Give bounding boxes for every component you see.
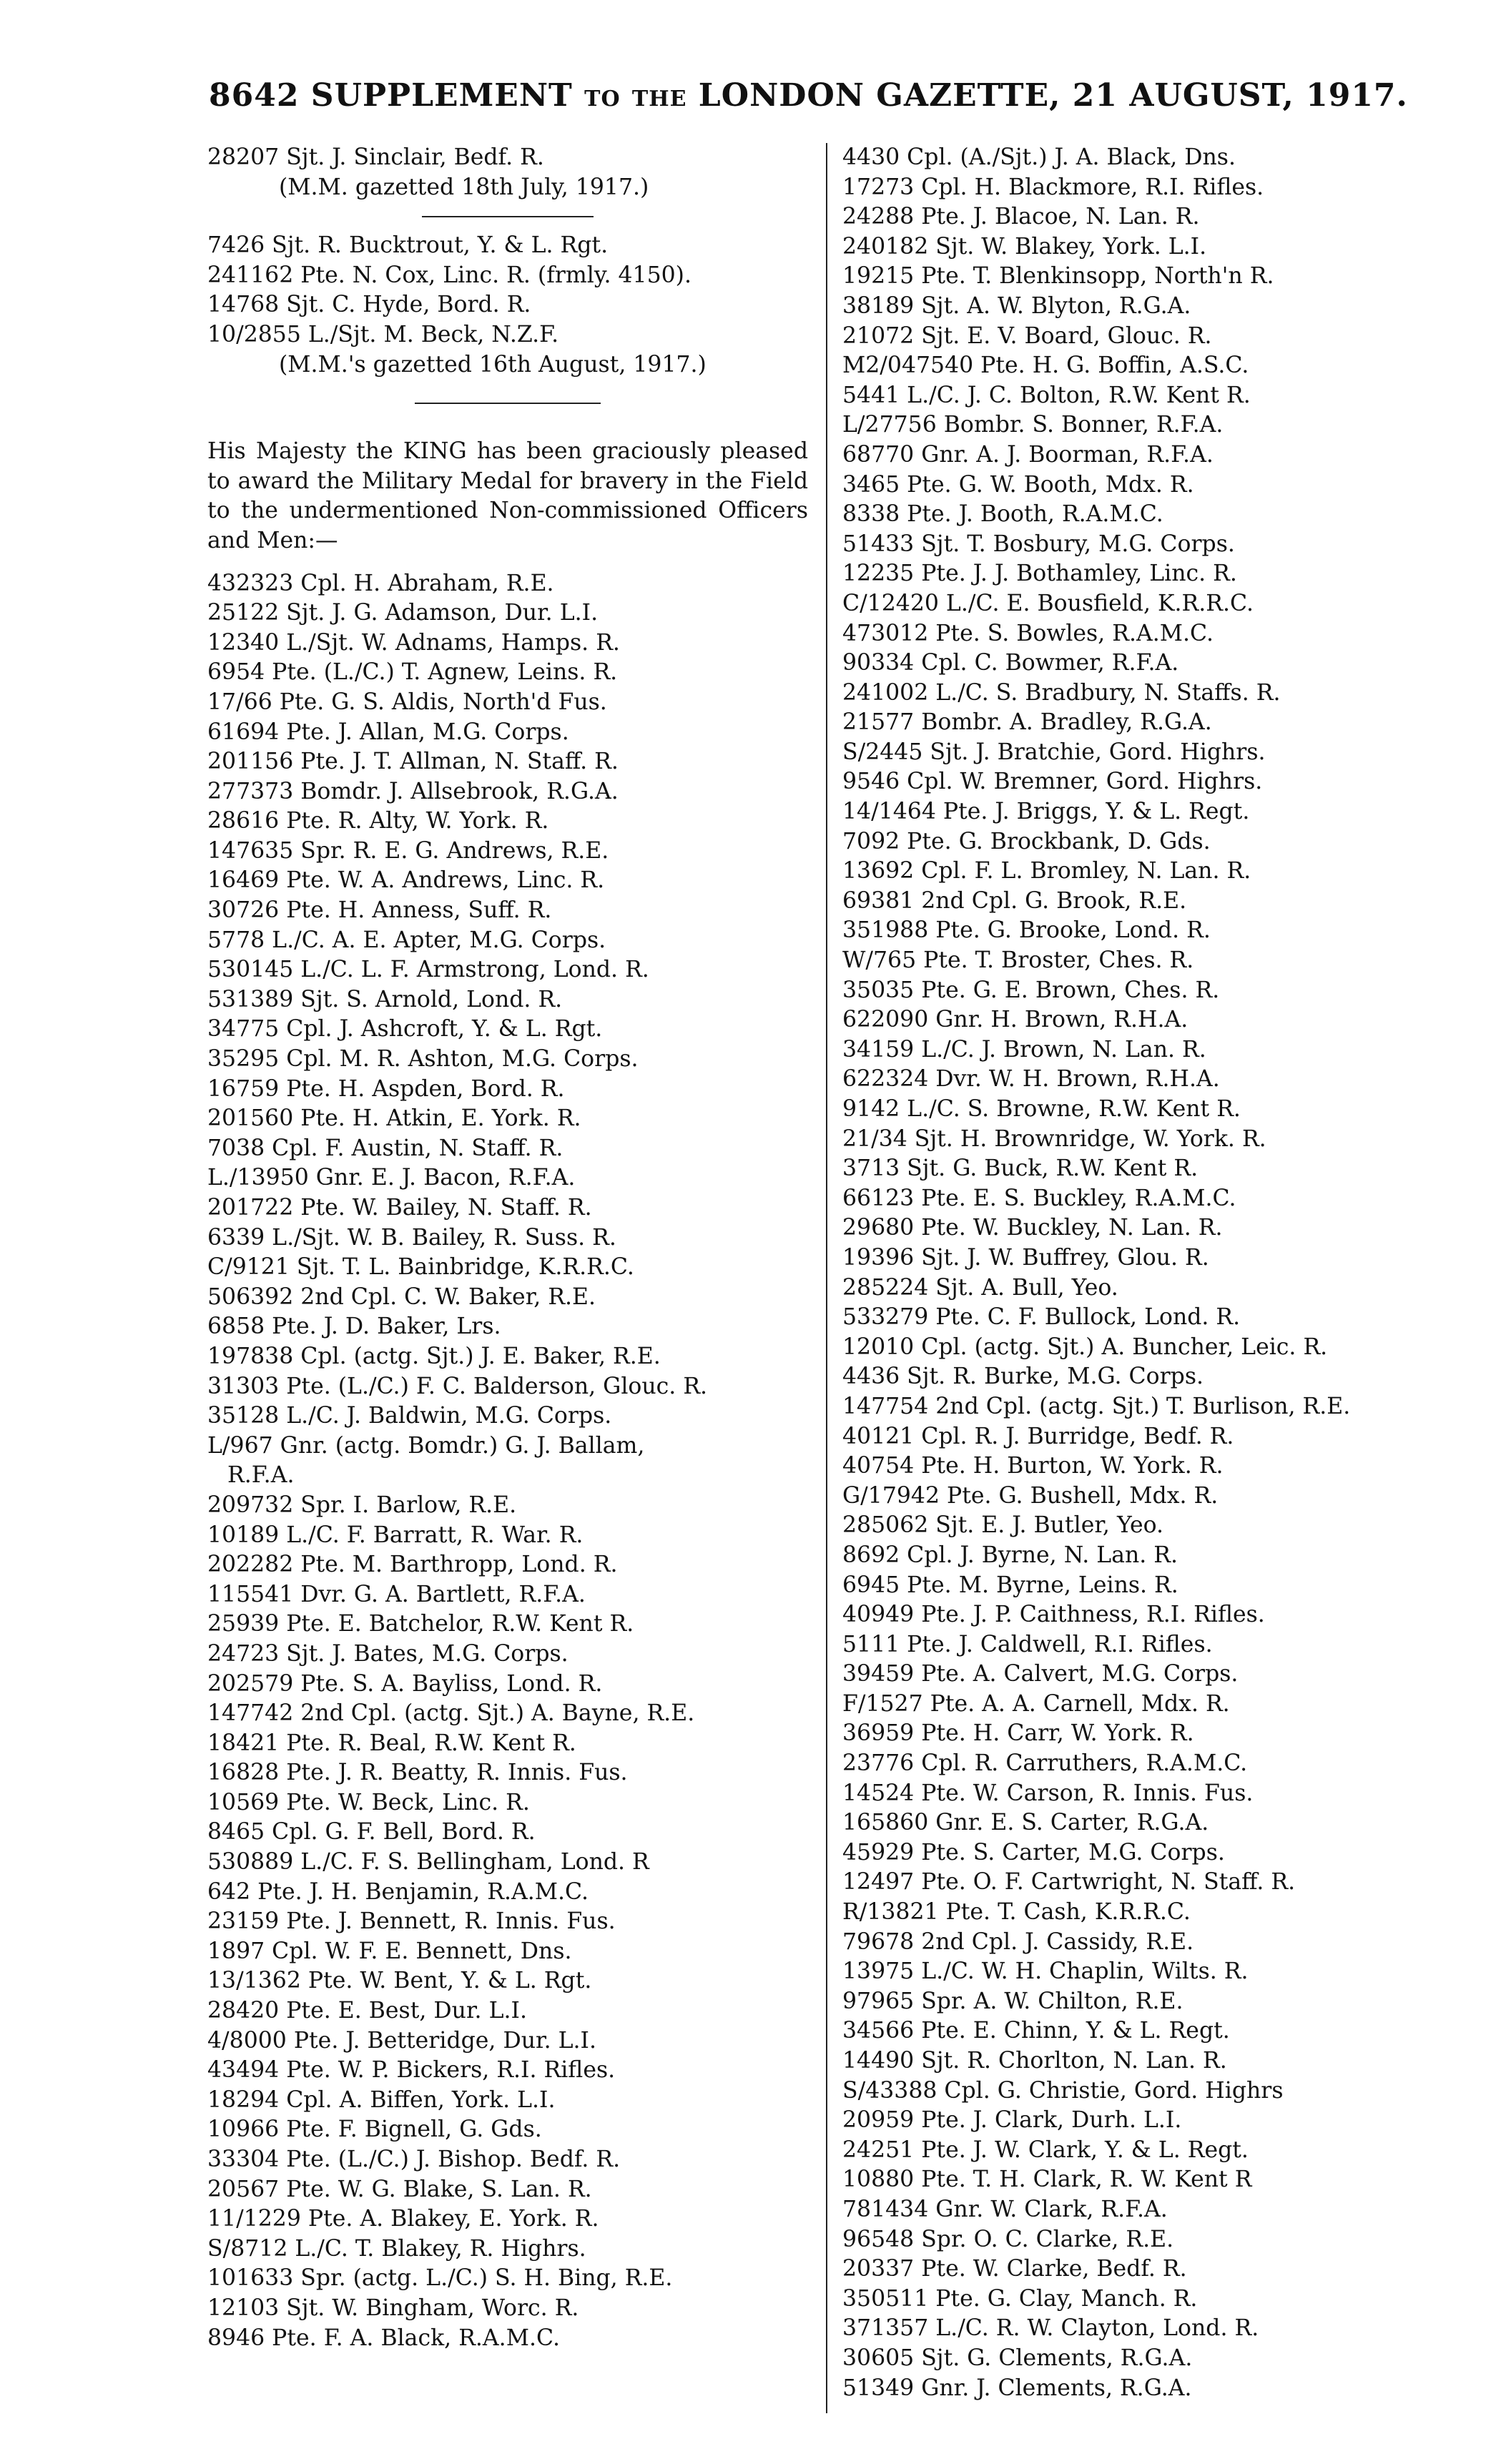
list-item: 14/1464 Pte. J. Briggs, Y. & L. Regt. [842, 799, 1250, 825]
list-item: F/1527 Pte. A. A. Carnell, Mdx. R. [842, 1690, 1230, 1717]
divider-1 [207, 202, 815, 231]
list-item: 34159 L./C. J. Brown, N. Lan. R. [842, 1036, 1206, 1063]
left-block-2 [207, 231, 815, 350]
list-item: 5111 Pte. J. Caldwell, R.I. Rifles. [842, 1631, 1213, 1657]
title-main: LONDON GAZETTE, 21 AUGUST, 1917. [698, 77, 1408, 114]
list-item: 21072 Sjt. E. V. Board, Glouc. R. [842, 322, 1212, 349]
list-item: 20567 Pte. W. G. Blake, S. Lan. R. [207, 2176, 592, 2202]
list-item: 61694 Pte. J. Allan, M.G. Corps. [207, 719, 569, 745]
list-item: 12497 Pte. O. F. Cartwright, N. Staff. R. [842, 1869, 1296, 1896]
list-item: 622324 Dvr. W. H. Brown, R.H.A. [842, 1066, 1220, 1093]
list-item: 147742 2nd Cpl. (actg. Sjt.) A. Bayne, R.E. [207, 1700, 695, 1727]
list-item: 12235 Pte. J. J. Bothamley, Linc. R. [842, 561, 1237, 587]
list-item: 115541 Dvr. G. A. Bartlett, R.F.A. [207, 1581, 586, 1607]
list-item: 530145 L./C. L. F. Armstrong, Lond. R. [207, 957, 649, 983]
list-item: 68770 Gnr. A. J. Boorman, R.F.A. [842, 441, 1214, 468]
list-item: 23776 Cpl. R. Carruthers, R.A.M.C. [842, 1750, 1248, 1777]
names-list-b [207, 1491, 815, 2353]
list-item: 30605 Sjt. G. Clements, R.G.A. [842, 2345, 1193, 2371]
list-item: 6858 Pte. J. D. Baker, Lrs. [207, 1314, 501, 1340]
list-item: 9142 L./C. S. Browne, R.W. Kent R. [842, 1096, 1241, 1122]
list-item: 21/34 Sjt. H. Brownridge, W. York. R. [842, 1125, 1266, 1152]
list-item: 10966 Pte. F. Bignell, G. Gds. [207, 2116, 542, 2143]
list-item: 66123 Pte. E. S. Buckley, R.A.M.C. [842, 1185, 1236, 1211]
list-item: 432323 Cpl. H. Abraham, R.E. [207, 570, 554, 596]
list-item: 285062 Sjt. E. J. Butler, Yeo. [842, 1512, 1164, 1539]
list-item: 622090 Gnr. H. Brown, R.H.A. [842, 1007, 1188, 1033]
list-item: 35035 Pte. G. E. Brown, Ches. R. [842, 977, 1220, 1003]
list-item: 40949 Pte. J. P. Caithness, R.I. Rifles. [842, 1602, 1265, 1628]
names-continuation: R.F.A. [227, 1462, 295, 1489]
list-item: S/8712 L./C. T. Blakey, R. Highrs. [207, 2235, 586, 2262]
list-item: 43494 Pte. W. P. Bickers, R.I. Rifles. [207, 2057, 616, 2084]
list-item: 197838 Cpl. (actg. Sjt.) J. E. Baker, R.E. [207, 1343, 661, 1369]
list-item: 39459 Pte. A. Calvert, M.G. Corps. [842, 1661, 1239, 1687]
list-item: 12010 Cpl. (actg. Sjt.) A. Buncher, Leic. R. [842, 1334, 1328, 1360]
list-item: 1897 Cpl. W. F. E. Bennett, Dns. [207, 1938, 572, 1964]
list-item: 506392 2nd Cpl. C. W. Baker, R.E. [207, 1283, 596, 1310]
list-item: 8946 Pte. F. A. Black, R.A.M.C. [207, 2325, 560, 2351]
list-item: 14768 Sjt. C. Hyde, Bord. R. [207, 292, 531, 318]
list-item: 5441 L./C. J. C. Bolton, R.W. Kent R. [842, 382, 1251, 408]
list-item: 241162 Pte. N. Cox, Linc. R. (frmly. 4150). [207, 262, 691, 288]
list-item: 3465 Pte. G. W. Booth, Mdx. R. [842, 471, 1194, 498]
list-item: 209732 Spr. I. Barlow, R.E. [207, 1492, 517, 1518]
list-item: 10189 L./C. F. Barratt, R. War. R. [207, 1522, 584, 1548]
list-item: 25122 Sjt. J. G. Adamson, Dur. L.I. [207, 600, 599, 626]
list-item: 16759 Pte. H. Aspden, Bord. R. [207, 1075, 565, 1102]
names-list-right [842, 143, 1472, 2403]
list-item: L./13950 Gnr. E. J. Bacon, R.F.A. [207, 1165, 576, 1191]
list-item: 33304 Pte. (L./C.) J. Bishop. Bedf. R. [207, 2147, 621, 2172]
list-item: 40754 Pte. H. Burton, W. York. R. [842, 1453, 1224, 1479]
title-to: TO [584, 87, 621, 112]
list-item: 9546 Cpl. W. Bremner, Gord. Highrs. [842, 769, 1263, 795]
list-item: 17/66 Pte. G. S. Aldis, North'd Fus. [207, 689, 607, 715]
award-intro-paragraph: His Majesty the KING has been graciously pleased to award the Military Medal for bravery in the Field to the undermentioned Non-commissioned Officers and Men:— [207, 438, 808, 553]
list-item: M2/047540 Pte. H. G. Boffin, A.S.C. [842, 353, 1249, 379]
list-item: 51433 Sjt. T. Bosbury, M.G. Corps. [842, 531, 1235, 557]
list-item: 240182 Sjt. W. Blakey, York. L.I. [842, 233, 1207, 260]
list-item: 51349 Gnr. J. Clements, R.G.A. [842, 2375, 1192, 2401]
list-item: 7092 Pte. G. Brockbank, D. Gds. [842, 828, 1211, 854]
list-item: 642 Pte. J. H. Benjamin, R.A.M.C. [207, 1878, 589, 1905]
list-item: 18294 Cpl. A. Biffen, York. L.I. [207, 2086, 556, 2113]
list-item: 16469 Pte. W. A. Andrews, Linc. R. [207, 867, 605, 894]
list-item: 4436 Sjt. R. Burke, M.G. Corps. [842, 1364, 1204, 1390]
list-item: 6954 Pte. (L./C.) T. Agnew, Leins. R. [207, 659, 618, 686]
list-item: 351988 Pte. G. Brooke, Lond. R. [842, 917, 1211, 944]
list-item: 473012 Pte. S. Bowles, R.A.M.C. [842, 620, 1214, 646]
list-item: 23159 Pte. J. Bennett, R. Innis. Fus. [207, 1908, 616, 1935]
list-item: G/17942 Pte. G. Bushell, Mdx. R. [842, 1482, 1219, 1509]
list-item: 34566 Pte. E. Chinn, Y. & L. Regt. [842, 2018, 1230, 2044]
list-item: 38189 Sjt. A. W. Blyton, R.G.A. [842, 292, 1191, 319]
list-item: 350511 Pte. G. Clay, Manch. R. [842, 2285, 1198, 2312]
list-item: 530889 L./C. F. S. Bellingham, Lond. R [207, 1849, 649, 1876]
title-supplement: SUPPLEMENT [310, 77, 573, 114]
list-item: L/967 Gnr. (actg. Bomdr.) G. J. Ballam, [207, 1432, 645, 1459]
list-item: 4430 Cpl. (A./Sjt.) J. A. Black, Dns. [842, 144, 1236, 170]
list-item: 10880 Pte. T. H. Clark, R. W. Kent R [842, 2167, 1252, 2193]
list-item: 24251 Pte. J. W. Clark, Y. & L. Regt. [842, 2137, 1249, 2163]
list-item: C/12420 L./C. E. Bousfield, K.R.R.C. [842, 590, 1254, 616]
list-item: 10/2855 L./Sjt. M. Beck, N.Z.F. [207, 321, 559, 348]
list-item: 25939 Pte. E. Batchelor, R.W. Kent R. [207, 1611, 634, 1637]
list-item: 28616 Pte. R. Alty, W. York. R. [207, 808, 549, 834]
list-item: 11/1229 Pte. A. Blakey, E. York. R. [207, 2206, 599, 2232]
list-item: 3713 Sjt. G. Buck, R.W. Kent R. [842, 1155, 1199, 1182]
column-divider [826, 143, 827, 2413]
list-item: 30726 Pte. H. Anness, Suff. R. [207, 897, 552, 924]
list-item: 202282 Pte. M. Barthropp, Lond. R. [207, 1552, 618, 1578]
list-item: L/27756 Bombr. S. Bonner, R.F.A. [842, 412, 1224, 438]
list-item: 8692 Cpl. J. Byrne, N. Lan. R. [842, 1542, 1178, 1568]
list-item: 79678 2nd Cpl. J. Cassidy, R.E. [842, 1928, 1194, 1955]
list-item: S/43388 Cpl. G. Christie, Gord. Highrs [842, 2077, 1284, 2104]
list-item: 781434 Gnr. W. Clark, R.F.A. [842, 2196, 1168, 2222]
list-item: 29680 Pte. W. Buckley, N. Lan. R. [842, 1215, 1223, 1241]
list-item: 35128 L./C. J. Baldwin, M.G. Corps. [207, 1403, 612, 1429]
list-item: 201156 Pte. J. T. Allman, N. Staff. R. [207, 749, 619, 775]
divider-2 [207, 387, 815, 415]
list-item: 21577 Bombr. A. Bradley, R.G.A. [842, 709, 1212, 736]
list-item: 371357 L./C. R. W. Clayton, Lond. R. [842, 2315, 1259, 2342]
list-item: 12340 L./Sjt. W. Adnams, Hamps. R. [207, 629, 620, 656]
list-item: 20337 Pte. W. Clarke, Bedf. R. [842, 2256, 1187, 2282]
list-item: 69381 2nd Cpl. G. Brook, R.E. [842, 887, 1187, 914]
list-item: R/13821 Pte. T. Cash, K.R.R.C. [842, 1899, 1191, 1926]
list-item: 241002 L./C. S. Bradbury, N. Staffs. R. [842, 679, 1281, 706]
list-item: S/2445 Sjt. J. Bratchie, Gord. Highrs. [842, 739, 1266, 765]
list-item: 13/1362 Pte. W. Bent, Y. & L. Rgt. [207, 1968, 592, 1994]
list-item: 533279 Pte. C. F. Bullock, Lond. R. [842, 1304, 1241, 1331]
list-item: 277373 Bomdr. J. Allsebrook, R.G.A. [207, 778, 619, 804]
list-item: 16828 Pte. J. R. Beatty, R. Innis. Fus. [207, 1760, 628, 1786]
list-item: 36959 Pte. H. Carr, W. York. R. [842, 1720, 1194, 1747]
list-item: 96548 Spr. O. C. Clarke, R.E. [842, 2226, 1174, 2252]
left-column [207, 143, 815, 2353]
list-item: 34775 Cpl. J. Ashcroft, Y. & L. Rgt. [207, 1016, 603, 1043]
list-item: 14490 Sjt. R. Chorlton, N. Lan. R. [842, 2048, 1227, 2074]
page-number: 8642 [209, 77, 300, 114]
list-item: 13975 L./C. W. H. Chaplin, Wilts. R. [842, 1958, 1249, 1985]
list-item: 201560 Pte. H. Atkin, E. York. R. [207, 1105, 581, 1132]
list-item: 31303 Pte. (L./C.) F. C. Balderson, Glouc. R. [207, 1373, 708, 1399]
list-item: 17273 Cpl. H. Blackmore, R.I. Rifles. [842, 174, 1264, 200]
list-item: 147635 Spr. R. E. G. Andrews, R.E. [207, 837, 609, 864]
list-item: 5778 L./C. A. E. Apter, M.G. Corps. [207, 927, 606, 953]
left-block-1 [207, 143, 815, 173]
gazette-note-2: (M.M.'s gazetted 16th August, 1917.) [279, 351, 707, 378]
list-item: 165860 Gnr. E. S. Carter, R.G.A. [842, 1810, 1209, 1836]
list-item: 13692 Cpl. F. L. Bromley, N. Lan. R. [842, 858, 1251, 884]
list-item: 28207 Sjt. J. Sinclair, Bedf. R. [207, 144, 544, 170]
list-item: 24288 Pte. J. Blacoe, N. Lan. R. [842, 204, 1200, 230]
list-item: 19396 Sjt. J. W. Buffrey, Glou. R. [842, 1244, 1209, 1271]
list-item: 7038 Cpl. F. Austin, N. Staff. R. [207, 1135, 563, 1161]
list-item: 18421 Pte. R. Beal, R.W. Kent R. [207, 1730, 576, 1756]
list-item: 6945 Pte. M. Byrne, Leins. R. [842, 1572, 1178, 1598]
list-item: 202579 Pte. S. A. Bayliss, Lond. R. [207, 1670, 603, 1697]
list-item: 8338 Pte. J. Booth, R.A.M.C. [842, 501, 1163, 528]
list-item: 7426 Sjt. R. Bucktrout, Y. & L. Rgt. [207, 232, 609, 259]
list-item: 147754 2nd Cpl. (actg. Sjt.) T. Burlison, R.E. [842, 1393, 1351, 1419]
list-item: 90334 Cpl. C. Bowmer, R.F.A. [842, 650, 1179, 676]
list-item: 20959 Pte. J. Clark, Durh. L.I. [842, 2107, 1182, 2134]
list-item: 97965 Spr. A. W. Chilton, R.E. [842, 1988, 1183, 2014]
names-list-a [207, 569, 815, 1462]
list-item: 28420 Pte. E. Best, Dur. L.I. [207, 1998, 527, 2024]
right-column [842, 143, 1472, 2403]
list-item: 201722 Pte. W. Bailey, N. Staff. R. [207, 1195, 592, 1221]
list-item: 101633 Spr. (actg. L./C.) S. H. Bing, R.E. [207, 2265, 673, 2292]
list-item: 4/8000 Pte. J. Betteridge, Dur. L.I. [207, 2027, 596, 2054]
list-item: C/9121 Sjt. T. L. Bainbridge, K.R.R.C. [207, 1254, 634, 1281]
list-item: 40121 Cpl. R. J. Burridge, Bedf. R. [842, 1423, 1234, 1449]
list-item: 8465 Cpl. G. F. Bell, Bord. R. [207, 1819, 536, 1845]
list-item: 10569 Pte. W. Beck, Linc. R. [207, 1789, 530, 1815]
list-item: W/765 Pte. T. Broster, Ches. R. [842, 947, 1194, 974]
list-item: 12103 Sjt. W. Bingham, Worc. R. [207, 2295, 579, 2321]
title-the: THE [631, 87, 687, 112]
list-item: 19215 Pte. T. Blenkinsopp, North'n R. [842, 263, 1274, 290]
list-item: 531389 Sjt. S. Arnold, Lond. R. [207, 986, 563, 1012]
list-item: 14524 Pte. W. Carson, R. Innis. Fus. [842, 1780, 1254, 1806]
list-item: 24723 Sjt. J. Bates, M.G. Corps. [207, 1640, 569, 1667]
page-header [209, 77, 1408, 114]
list-item: 35295 Cpl. M. R. Ashton, M.G. Corps. [207, 1046, 639, 1073]
list-item: 6339 L./Sjt. W. B. Bailey, R. Suss. R. [207, 1224, 616, 1251]
gazette-note-1: (M.M. gazetted 18th July, 1917.) [279, 174, 649, 200]
list-item: 285224 Sjt. A. Bull, Yeo. [842, 1274, 1118, 1301]
list-item: 45929 Pte. S. Carter, M.G. Corps. [842, 1839, 1225, 1866]
